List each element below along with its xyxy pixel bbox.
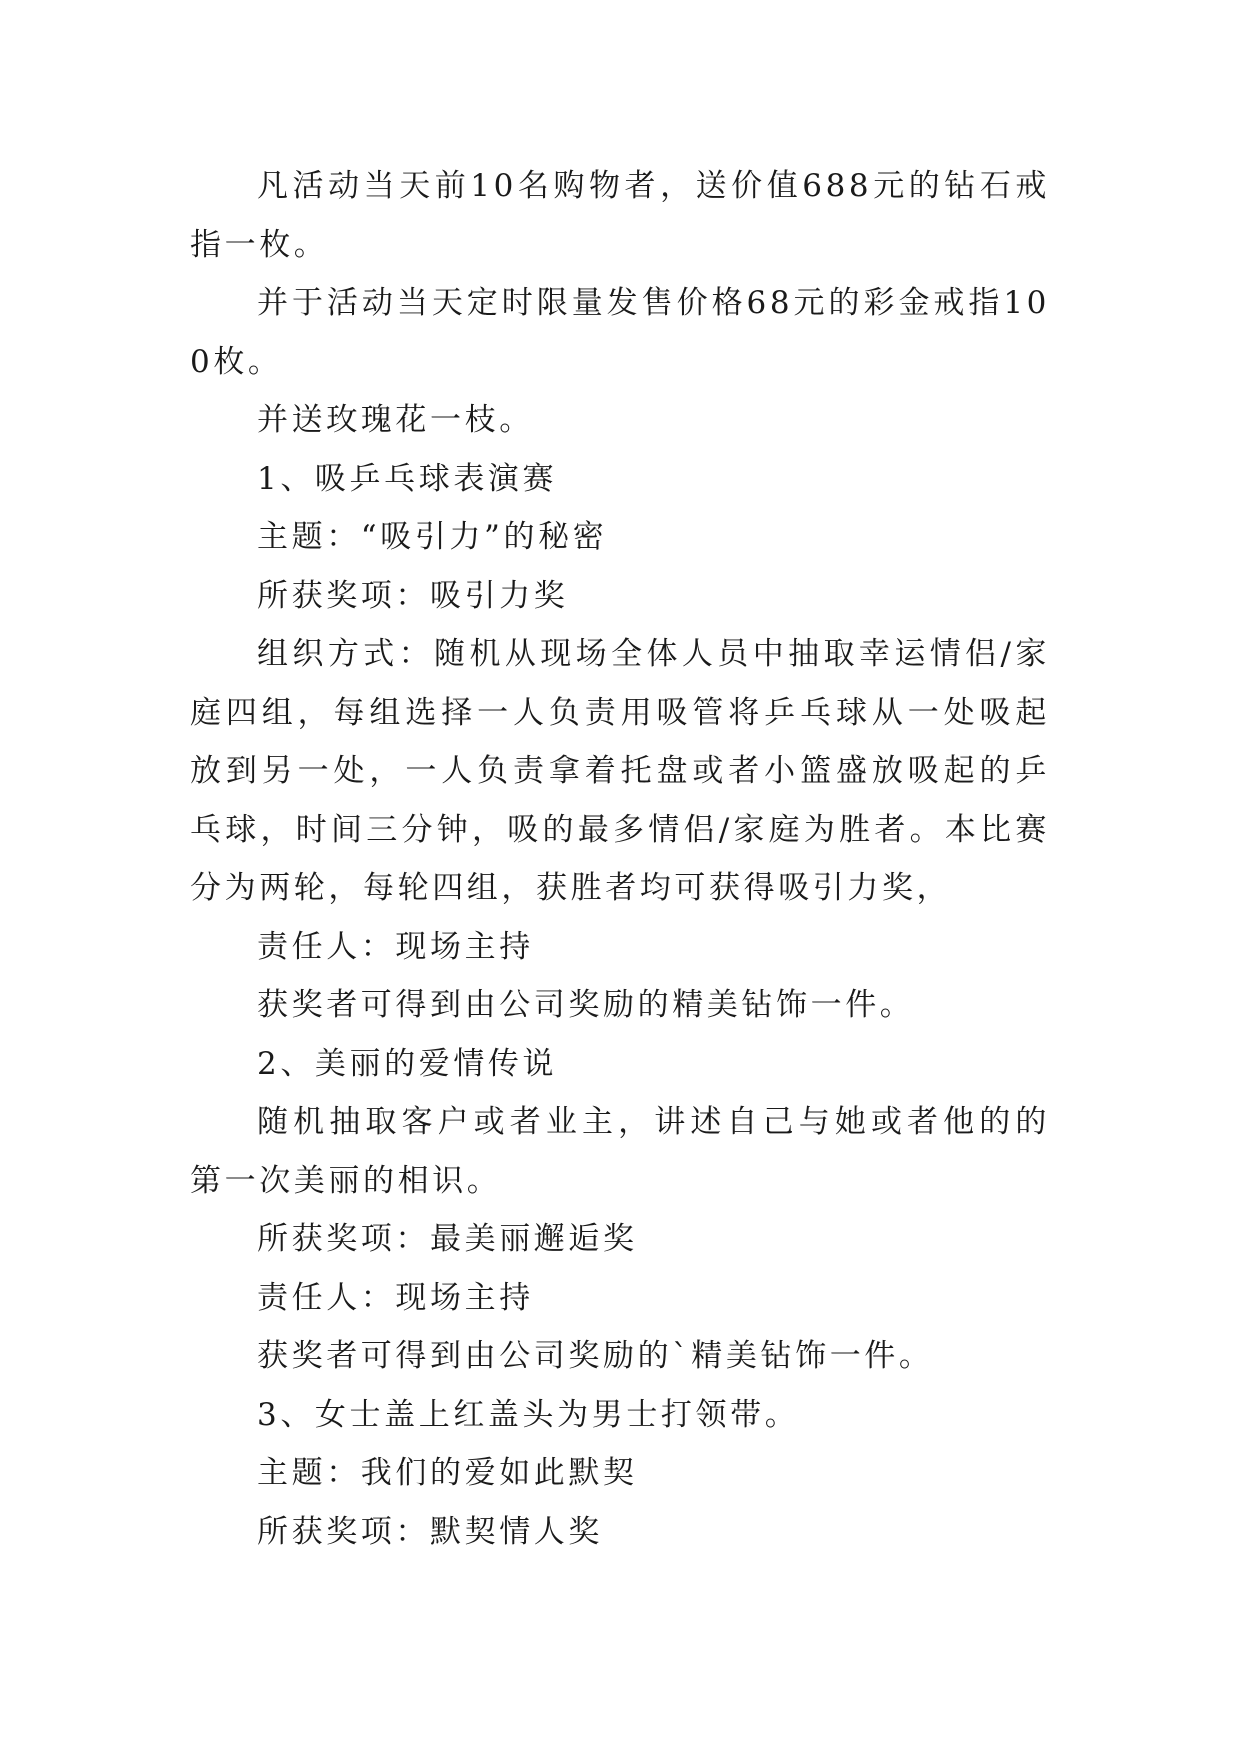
paragraph-reward-1: 获奖者可得到由公司奖励的精美钻饰一件。 [257,987,915,1023]
paragraph-theme-1: 主题：“吸引力”的秘密 [257,519,608,555]
paragraph-limited-sale: 并于活动当天定时限量发售价格68元的彩金戒指100枚。 [190,285,1050,380]
paragraph-award-3: 所获奖项：默契情人奖 [257,1513,603,1550]
paragraph-theme-3: 主题：我们的爱如此默契 [257,1455,638,1491]
paragraph-rose: 并送玫瑰花一枝。 [257,402,534,438]
paragraph-reward-2: 获奖者可得到由公司奖励的`精美钻饰一件。 [257,1338,934,1374]
paragraph-responsible-1: 责任人：现场主持 [257,928,534,965]
heading-activity-3: 3、女士盖上红盖头为男士打领带。 [257,1396,800,1433]
heading-activity-1: 1、吸乒乓球表演赛 [257,460,558,497]
paragraph-award-1: 所获奖项：吸引力奖 [257,577,569,614]
paragraph-description-2: 随机抽取客户或者业主，讲述自己与她或者他的的第一次美丽的相识。 [190,1104,1050,1199]
paragraph-prize-top10: 凡活动当天前10名购物者，送价值688元的钻石戒指一枚。 [190,168,1050,263]
document-body [190,157,1050,1561]
paragraph-award-2: 所获奖项：最美丽邂逅奖 [257,1221,638,1257]
paragraph-responsible-2: 责任人：现场主持 [257,1279,534,1316]
paragraph-organization-1: 组织方式：随机从现场全体人员中抽取幸运情侣/家庭四组，每组选择一人负责用吸管将乒乓球从一处吸起放到另一处，一人负责拿着托盘或者小篮盛放吸起的乒乓球，时间三分钟，吸的最多情侣/家庭为胜者。本比赛分为两轮，每轮四组，获胜者均可获得吸引力奖， [190,636,1050,906]
heading-activity-2: 2、美丽的爱情传说 [257,1045,558,1082]
